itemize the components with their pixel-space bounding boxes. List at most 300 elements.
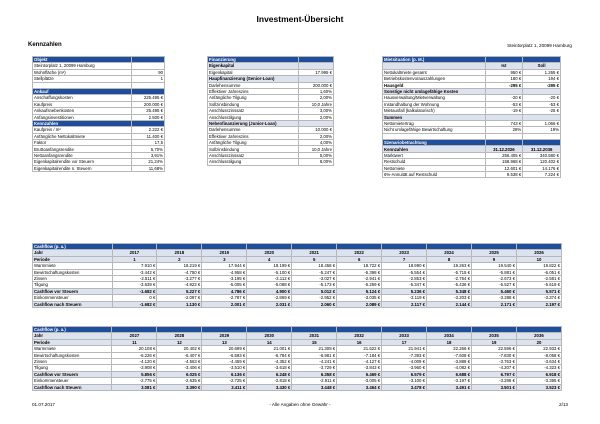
cell-value: -4.750 €	[157, 269, 202, 275]
cell-label: Hausgeld	[383, 82, 486, 88]
cell-value: 2.197 €	[516, 301, 561, 307]
cell-label: Kaufpreis	[33, 101, 132, 107]
cell-value: 18.722 €	[337, 263, 382, 269]
cell-value: -4.923 €	[157, 282, 202, 288]
cell-value: 17.995 €	[299, 69, 334, 75]
cell-value: 90	[132, 69, 165, 75]
cell-value: -6.407 €	[157, 352, 202, 358]
cell-value: 2029	[202, 333, 247, 339]
page-title: Investment-Übersicht	[256, 14, 344, 24]
cell-value: -295 €	[523, 82, 561, 88]
cell-value: 5.236 €	[382, 288, 427, 294]
cell-value: 2036	[516, 333, 561, 339]
cell-value: 18.199 €	[247, 263, 292, 269]
cell-value: -5.436 €	[427, 282, 472, 288]
cell-label: Eigenkapital	[208, 69, 299, 75]
cell-value: 2034	[427, 333, 472, 339]
cell-value: -6.226 €	[112, 352, 157, 358]
cell-value: 9.538 €	[485, 172, 523, 178]
cell-value: 2.500 €	[132, 114, 165, 120]
cell-value: 4.900 €	[247, 288, 292, 294]
cell-value: -2.725 €	[202, 378, 247, 384]
cell-label: Jahr	[33, 333, 112, 339]
cell-value: 2033	[382, 333, 427, 339]
cell-label: Anfängliche Nettokaltmiete	[33, 133, 132, 139]
cell-value: 14.176 €	[523, 165, 561, 171]
cell-value: 180 €	[485, 76, 523, 82]
cell-value: 2.089 €	[337, 301, 382, 307]
cell-value: -4.323 €	[516, 365, 561, 371]
cell-value: 3.491 €	[427, 384, 472, 390]
cell-value: -3.442 €	[112, 269, 157, 275]
table-row	[383, 172, 561, 178]
cell-label: Anschlusstilgung	[208, 159, 299, 165]
cell-value: 22.266 €	[427, 346, 472, 352]
cell-value: -53 €	[523, 101, 561, 107]
cell-value: -6.784 €	[247, 352, 292, 358]
cell-value: 15	[292, 339, 337, 345]
cell-value: -20 €	[485, 95, 523, 101]
cell-value: 19%	[523, 127, 561, 133]
cell-label: Nebenfinanzierung (Junior-Loan)	[208, 120, 299, 126]
cell-value: 4	[247, 256, 292, 262]
cell-value: -5.715 €	[427, 269, 472, 275]
cell-value: -3.763 €	[471, 358, 516, 364]
cell-label: Bruttoanfangsrendite	[33, 146, 132, 152]
cell-value: 1	[112, 256, 157, 262]
cell-label: Jahr	[33, 250, 113, 256]
cell-value: 28%	[485, 127, 523, 133]
cell-label: Nicht umlagefähige Bewirtschaftung	[383, 127, 486, 133]
cell-label: Wohnfläche (m²)	[33, 69, 132, 75]
cell-value: 2019	[202, 250, 247, 256]
cell-value: 2023	[382, 250, 427, 256]
cell-value: -5.100 €	[247, 269, 292, 275]
cell-value: 3.081 €	[112, 384, 157, 390]
cell-value: -8.058 €	[516, 352, 561, 358]
cell-value: 21,24%	[132, 159, 165, 165]
cell-label: Effektiver Jahreszins	[208, 133, 299, 139]
cell-value: 6.469 €	[337, 371, 382, 377]
cell-value: 21.941 €	[382, 346, 427, 352]
cell-label: Haupfinanzierung (Senior-Loan)	[208, 76, 299, 82]
cell-value: -2.911 €	[292, 378, 337, 384]
cell-label: Steintorplatz 1, 20099 Hamburg	[33, 63, 132, 69]
cell-value: -3.843 €	[337, 365, 382, 371]
cell-label: Anfängliche Tilgung	[208, 140, 299, 146]
cell-value: 2026	[516, 250, 561, 256]
cell-value: 7	[382, 256, 427, 262]
cell-value: -2.775 €	[112, 378, 157, 384]
cell-value: -3.035 €	[337, 295, 382, 301]
cell-value: 19.540 €	[472, 263, 517, 269]
cell-label: Nettoanfangsrendite	[33, 152, 132, 158]
cell-value: 18	[427, 339, 472, 345]
cell-value: 2024	[427, 250, 472, 256]
cell-label: Restschuld	[383, 159, 486, 165]
cell-value: 3.430 €	[247, 384, 292, 390]
cell-value: -3.027 €	[292, 275, 337, 281]
cell-label: Cashflow nach Steuern	[33, 384, 112, 390]
cell-value: 31.12.2026	[485, 146, 523, 152]
cell-value: -7.393 €	[382, 352, 427, 358]
cell-value: 10	[516, 256, 561, 262]
cell-value: 225.495 €	[132, 95, 165, 101]
cell-value: 5.571 €	[516, 288, 561, 294]
cell-value: 2030	[247, 333, 292, 339]
cell-value: -2.787 €	[202, 295, 247, 301]
cell-value: 5.856 €	[112, 371, 157, 377]
cell-value: 4,00%	[299, 140, 334, 146]
cell-value: 12.601 €	[485, 165, 523, 171]
footer-date: 01.07.2017	[32, 402, 55, 407]
cell-value: -6.051 €	[516, 269, 561, 275]
cell-value: -4.958 €	[202, 269, 247, 275]
cell-value: -4.127 €	[337, 358, 382, 364]
cell-value: 1.066 €	[523, 120, 561, 126]
cell-value: 20.108 €	[112, 346, 157, 352]
cell-label: Betriebskostenvorauszahlungen	[383, 76, 486, 82]
cell-value: -3.908 €	[112, 365, 157, 371]
cell-value: -5.247 €	[292, 269, 337, 275]
cell-value: 8	[427, 256, 472, 262]
cell-value: 3,00%	[299, 108, 334, 114]
cell-value: 340.580 €	[523, 152, 561, 158]
cell-value: 16	[337, 339, 382, 345]
cell-label: Cashflow (p. a.)	[33, 244, 113, 250]
cell-value: -2.764 €	[427, 275, 472, 281]
cell-value: 5	[292, 256, 337, 262]
cell-value: 21.001 €	[247, 346, 292, 352]
cell-label: Cashflow (p. a.)	[33, 327, 112, 333]
cell-value: 2,00%	[299, 95, 334, 101]
cell-value: -19 €	[485, 108, 523, 114]
cell-label: Warmmiete	[33, 263, 113, 269]
cell-value: -5.088 €	[247, 282, 292, 288]
cell-label: Zinsen	[33, 358, 112, 364]
cell-label: Anschaffungskosten	[33, 95, 132, 101]
cell-value: -3.395 €	[516, 378, 561, 384]
table-row	[208, 159, 334, 165]
cell-label: Einkommensteuer	[33, 378, 112, 384]
cell-value: 12	[157, 339, 202, 345]
cell-value: -3.729 €	[292, 365, 337, 371]
cell-value: -4.207 €	[471, 365, 516, 371]
cell-value: 1	[132, 76, 165, 82]
cell-value: 1,60%	[299, 88, 334, 94]
cell-label: Sollzinsbindung	[208, 146, 299, 152]
cell-value: -5.398 €	[337, 269, 382, 275]
cell-value: -5.527 €	[472, 282, 517, 288]
cell-label: Anfängliche Tilgung	[208, 95, 299, 101]
cell-value: 1.130 €	[157, 301, 202, 307]
cell-value: 3.501 €	[471, 384, 516, 390]
cell-label: Mietsituation (p. M.)	[383, 57, 486, 63]
cell-value: 743 €	[485, 120, 523, 126]
cell-label: Nettomiete	[383, 165, 486, 171]
cell-value: 6.025 €	[157, 371, 202, 377]
cell-value: 5.124 €	[337, 288, 382, 294]
cell-value: 6.688 €	[427, 371, 472, 377]
cell-value: -6.981 €	[292, 352, 337, 358]
cell-value: 5.348 €	[427, 288, 472, 294]
cell-value: 20	[516, 339, 561, 345]
cell-value: -3.203 €	[427, 295, 472, 301]
cell-value: 120.402 €	[523, 159, 561, 165]
cell-value: 200.000 €	[299, 82, 334, 88]
cell-value: -3.288 €	[472, 295, 517, 301]
cell-label: Bewirtschaftungskosten	[33, 269, 113, 275]
cell-value: -1.682 €	[112, 301, 157, 307]
cell-label: Kaufpreis / m²	[33, 127, 132, 133]
cell-value: 10.000 €	[299, 127, 334, 133]
cell-value: 19.263 €	[427, 263, 472, 269]
cell-value: 19.822 €	[516, 263, 561, 269]
cell-value: -5.347 €	[382, 282, 427, 288]
cell-value: 200.000 €	[132, 101, 165, 107]
cell-value: -3.277 €	[157, 275, 202, 281]
cell-label: Mietausfall (kalkulatorisch)	[383, 108, 486, 114]
cell-value: 6.136 €	[202, 371, 247, 377]
cell-value: 5,70%	[132, 146, 165, 152]
cell-value: 21.308 €	[292, 346, 337, 352]
cell-value: 13	[202, 339, 247, 345]
cell-value: 18.219 €	[157, 263, 202, 269]
cell-value: 256.405 €	[485, 152, 523, 158]
cell-value: 2027	[112, 333, 157, 339]
cell-value: 2	[157, 256, 202, 262]
cell-value: -4.241 €	[292, 358, 337, 364]
cell-label: Bewirtschaftungskosten	[33, 352, 112, 358]
finanzierung-table	[207, 56, 334, 166]
cell-label: Stellplätze	[33, 76, 132, 82]
cell-value: 2,00%	[299, 133, 334, 139]
cell-value: 3.411 €	[202, 384, 247, 390]
cell-value: -3.510 €	[202, 365, 247, 371]
cell-label: Darlehensumme	[208, 82, 299, 88]
cell-value: 2035	[471, 333, 516, 339]
cell-label: Sonstige nicht umlagefähige Kosten	[383, 88, 486, 94]
cell-value: -3.618 €	[247, 365, 292, 371]
cell-value: -2.869 €	[247, 295, 292, 301]
cell-value: -5.619 €	[516, 282, 561, 288]
cell-value: -5.259 €	[337, 282, 382, 288]
cell-label: Warmmiete	[33, 346, 112, 352]
cell-label: Eigenkapital	[208, 63, 299, 69]
cell-value: -5.005 €	[202, 282, 247, 288]
cell-label: Ankaufsnebenkosten	[33, 108, 132, 114]
cell-value: 3.523 €	[516, 384, 561, 390]
objekt-table	[32, 56, 165, 172]
cell-value: -5.881 €	[472, 269, 517, 275]
cell-value: 5,00%	[299, 152, 334, 158]
cell-value: 2.060 €	[292, 301, 337, 307]
cell-label: Sollzinsbindung	[208, 101, 299, 107]
cell-value: 14	[247, 339, 292, 345]
table-row	[33, 165, 165, 171]
cell-label: Hausverwaltung/Mietverwaltung	[383, 95, 486, 101]
cell-label: Nettokaltmiete gesamt	[383, 69, 486, 75]
cell-value: 6.248 €	[247, 371, 292, 377]
cell-value: 2,00%	[299, 114, 334, 120]
cell-value: -3.296 €	[471, 378, 516, 384]
cell-value: 9	[472, 256, 517, 262]
cell-value: 17.944 €	[202, 263, 247, 269]
cell-value: 158.968 €	[485, 159, 523, 165]
cashflow-table-1	[32, 243, 562, 308]
cell-value: 6.358 €	[292, 371, 337, 377]
cell-value: -7.608 €	[427, 352, 472, 358]
cell-value: 2.222 €	[132, 127, 165, 133]
cell-value: 2018	[157, 250, 202, 256]
cell-value: -3.634 €	[516, 358, 561, 364]
cell-label: Nettomietertrag	[383, 120, 486, 126]
cell-label: Anfangsinvestitionen	[33, 114, 132, 120]
cell-value: 2028	[157, 333, 202, 339]
cell-value: 2.031 €	[247, 301, 292, 307]
cell-value: -3.406 €	[157, 365, 202, 371]
cell-value: 2.117 €	[382, 301, 427, 307]
cell-value: -2.818 €	[247, 378, 292, 384]
cell-value: 11,68%	[132, 165, 165, 171]
cell-value: -4.009 €	[382, 358, 427, 364]
cell-value: 7.224 €	[523, 172, 561, 178]
cell-label: Kennzahlen	[383, 146, 486, 152]
cell-value: 0 €	[112, 295, 157, 301]
cell-value: 3.464 €	[337, 384, 382, 390]
cell-value: 2.144 €	[427, 301, 472, 307]
cell-label: Einkommensteuer	[33, 295, 113, 301]
cell-value: 4.786 €	[202, 288, 247, 294]
cell-value: -3.112 €	[247, 275, 292, 281]
cell-label: Periode	[33, 339, 112, 345]
cell-value: -2.635 €	[157, 378, 202, 384]
cell-label: 6%-Annuität auf Restschuld	[383, 172, 486, 178]
cell-value: -1.682 €	[112, 288, 157, 294]
cell-value: 31.12.2036	[523, 146, 561, 152]
cell-label: Tilgung	[33, 282, 113, 288]
cell-value: -7.830 €	[471, 352, 516, 358]
cell-value: -2.853 €	[382, 275, 427, 281]
cell-value: 3.478 €	[382, 384, 427, 390]
cell-value: -4.459 €	[202, 358, 247, 364]
cell-value: -20 €	[523, 95, 561, 101]
cell-value: 6	[337, 256, 382, 262]
cell-value: -5.173 €	[292, 282, 337, 288]
cell-value: -7.184 €	[337, 352, 382, 358]
cell-value: 5.227 €	[157, 288, 202, 294]
cell-label: Anschlusszinssatz	[208, 152, 299, 158]
cell-value: 1.265 €	[523, 69, 561, 75]
cell-label: Objekt	[33, 57, 132, 63]
cell-value: 7.910 €	[112, 263, 157, 269]
cell-value: 3.448 €	[292, 384, 337, 390]
cell-value: -295 €	[485, 82, 523, 88]
cell-label: Faktor	[33, 140, 132, 146]
cell-value: 950 €	[485, 69, 523, 75]
cell-label: Anschlusszinssatz	[208, 108, 299, 114]
cell-value: 22.933 €	[516, 346, 561, 352]
cell-value: 2031	[292, 333, 337, 339]
cell-value: 2.001 €	[202, 301, 247, 307]
cell-label: Cashflow vor Steuern	[33, 371, 112, 377]
cell-value: Soll	[523, 63, 561, 69]
cell-label: Periode	[33, 256, 113, 262]
footer-page: 2/13	[559, 402, 568, 407]
cell-value: 2021	[292, 250, 337, 256]
cell-value: 3,91%	[132, 152, 165, 158]
cell-value: -3.374 €	[516, 295, 561, 301]
table-row	[33, 384, 562, 390]
cell-label: Anschlusstilgung	[208, 114, 299, 120]
cell-label: Zinsen	[33, 275, 113, 281]
cell-value: 21.622 €	[337, 346, 382, 352]
cell-value: -4.120 €	[112, 358, 157, 364]
cell-value: -4.082 €	[427, 365, 472, 371]
cell-label: Ankauf	[33, 88, 132, 94]
cell-value: 2022	[337, 250, 382, 256]
footer-note: - Alle Angaben ohne Gewähr -	[269, 402, 331, 407]
cell-value: Ist	[485, 63, 523, 69]
cell-value: 20.402 €	[157, 346, 202, 352]
cell-value: -6.593 €	[202, 352, 247, 358]
cell-value: 3.390 €	[157, 384, 202, 390]
cell-label: Eigenkapitalrendite vor Steuern	[33, 159, 132, 165]
cell-value: 19	[471, 339, 516, 345]
cashflow-table-2	[32, 326, 562, 391]
cell-value: 25.495 €	[132, 108, 165, 114]
section-title: Kennzahlen	[28, 42, 62, 48]
cell-label: Cashflow vor Steuern	[33, 288, 113, 294]
miet-table	[382, 56, 561, 178]
cell-value: -2.097 €	[157, 295, 202, 301]
cell-value: -3.197 €	[427, 378, 472, 384]
cell-value: 22.596 €	[471, 346, 516, 352]
cell-value: 5.012 €	[292, 288, 337, 294]
cell-label: Marktwert	[383, 152, 486, 158]
cell-value: 6.797 €	[471, 371, 516, 377]
cell-value: -2.511 €	[112, 275, 157, 281]
cell-value: 2017	[112, 250, 157, 256]
cell-value: 2020	[247, 250, 292, 256]
cell-value: 20.699 €	[202, 346, 247, 352]
cell-value: 2032	[337, 333, 382, 339]
cell-value: 2025	[472, 250, 517, 256]
cell-value: -3.100 €	[382, 378, 427, 384]
cell-label: Szenariobetrachtung	[383, 140, 486, 146]
cell-value: 194 €	[523, 76, 561, 82]
cell-value: -3.639 €	[112, 282, 157, 288]
cell-value: 2.171 €	[472, 301, 517, 307]
cell-value: -2.941 €	[337, 275, 382, 281]
cell-label: Kennzahlen	[33, 120, 132, 126]
cell-value: 10,0 Jahre	[299, 101, 334, 107]
cell-value: -5.554 €	[382, 269, 427, 275]
table-row	[33, 301, 562, 307]
cell-value: -4.563 €	[157, 358, 202, 364]
cell-value: 18.458 €	[292, 263, 337, 269]
cell-value: 6.579 €	[382, 371, 427, 377]
cell-value: 18.990 €	[382, 263, 427, 269]
cell-label: Instandhaltung der Wohnung	[383, 101, 486, 107]
cell-label: Cashflow nach Steuern	[33, 301, 113, 307]
cell-value: -25 €	[523, 108, 561, 114]
cell-label: Tilgung	[33, 365, 112, 371]
cell-value: 3	[202, 256, 247, 262]
cell-value: 17,5	[132, 140, 165, 146]
cell-value: 11	[112, 339, 157, 345]
cell-value: 11.400 €	[132, 133, 165, 139]
